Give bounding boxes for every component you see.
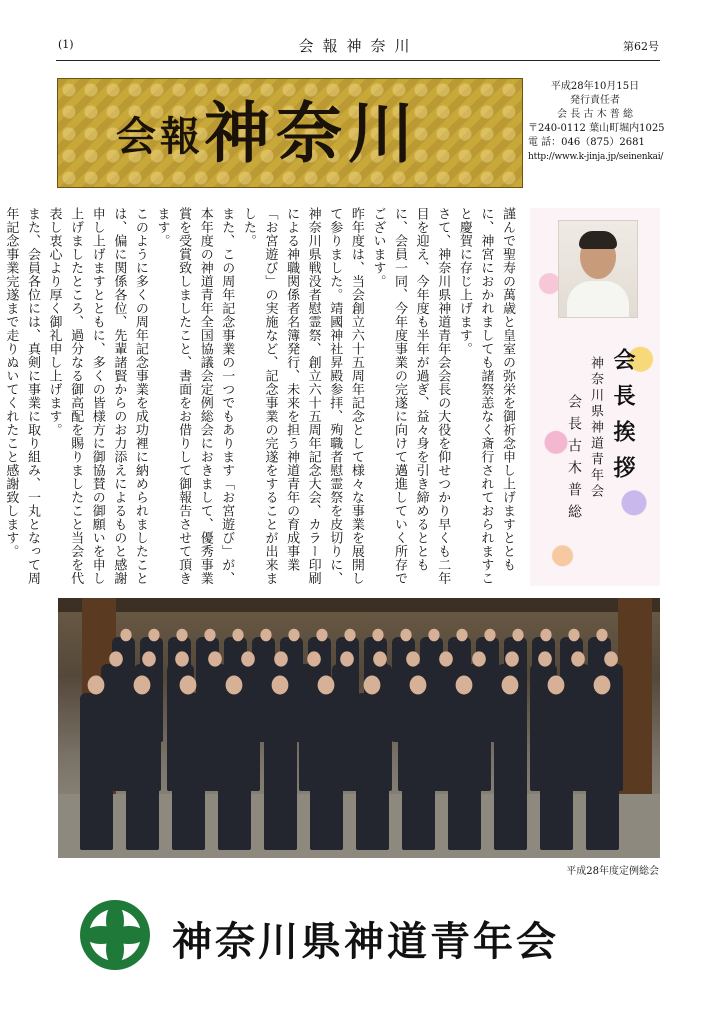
member-head	[400, 629, 411, 642]
member-head	[364, 676, 381, 695]
member-head	[176, 629, 187, 642]
member-head	[272, 676, 289, 695]
member-head	[373, 651, 387, 666]
masthead-title	[116, 93, 420, 177]
member-head	[88, 676, 105, 695]
member-head	[439, 651, 453, 666]
member-head	[120, 629, 131, 642]
publisher-name: 会 長 古 木 普 総	[557, 109, 633, 120]
masthead-title-large: 神奈川	[204, 94, 420, 172]
member-head	[538, 651, 552, 666]
member-body	[540, 693, 574, 851]
member-body	[172, 693, 206, 851]
greeting-title: 会長挨拶	[610, 348, 636, 492]
organization-logo	[80, 900, 150, 970]
publisher-address: 〒240-0112 葉山町堀内1025	[528, 123, 665, 134]
member-head	[175, 651, 189, 666]
publisher-phone: 電 話：046（875）2681	[528, 137, 645, 148]
member-body	[80, 693, 114, 851]
greeting-panel	[530, 208, 660, 586]
member-body	[218, 693, 252, 851]
portrait-hair	[579, 231, 617, 249]
publisher-role: 発行責任者	[570, 95, 620, 106]
member-head	[241, 651, 255, 666]
member-head	[512, 629, 523, 642]
member-body	[126, 693, 160, 851]
member-head	[505, 651, 519, 666]
member-head	[288, 629, 299, 642]
member-head	[456, 676, 473, 695]
running-title: 会報神奈川	[298, 37, 419, 55]
publisher-url[interactable]: http://www.k-jinja.jp/seinenkai/	[528, 152, 664, 162]
footer-organization-name: 神奈川県神道青年会	[172, 919, 559, 965]
issue-number: 第62号	[623, 40, 659, 53]
member-body	[402, 693, 436, 851]
member-head	[148, 629, 159, 642]
greeting-author: 会長古木普総	[566, 394, 582, 526]
member-head	[540, 629, 551, 642]
member-head	[307, 651, 321, 666]
member-head	[142, 651, 156, 666]
member-head	[456, 629, 467, 642]
member-head	[596, 629, 607, 642]
greeting-organization: 神奈川県神道青年会	[588, 356, 603, 500]
member-head	[472, 651, 486, 666]
member-head	[571, 651, 585, 666]
shrine-pillar	[618, 598, 652, 798]
photo-caption: 平成28年度定例総会	[566, 866, 659, 877]
member-body	[448, 693, 482, 851]
member-head	[548, 676, 565, 695]
masthead-title-small: 会報	[116, 113, 204, 160]
member-body	[494, 693, 528, 851]
publish-date: 平成28年10月15日	[550, 81, 640, 92]
member-head	[204, 629, 215, 642]
member-body	[264, 693, 298, 851]
member-head	[484, 629, 495, 642]
page-number: (1)	[58, 38, 74, 51]
member-head	[226, 676, 243, 695]
header-rule	[56, 60, 660, 61]
member-head	[260, 629, 271, 642]
member-head	[208, 651, 222, 666]
member-head	[406, 651, 420, 666]
member-head	[134, 676, 151, 695]
member-head	[232, 629, 243, 642]
greeting-article: 謹んで聖寿の萬歳と皇室の弥栄を御祈念申し上げますとともに、神宮におかれましても諸祭恙なく斎行されておられますこと慶賀に存じ上げます。 さて、神奈川県神道青年会会長の大役を仰せつかり早くも二年目を迎え、今年度も半年が過ぎ、益々身を引き締めるとともに、会員一同、今年度事業の完遂に向けて邁進していく所存でございます。 昨年度は、当会創立六十五周年記念として様々な事業を展開して参りました。靖國神社昇殿参拝、殉職者慰霊祭を皮切りに、神奈川県戦没者慰霊祭、創立六十五周年記念大会、カラー印刷による神職関係者名簿発行、未来を担う神道青年の育成事業「お宮遊び」の実施など、記念事業の完遂をすることが出来ました。 また、この周年記念事業の一つでもあります「お宮遊び」が、本年度の神道青年全国協議会定例総会におきまして、優秀事業賞を受賞致しましたこと、書面をお借りして御報告させて頂きます。 このように多くの周年記念事業を成功裡に納められましたことは、偏に関係各位、先輩諸賢からのお力添えによるものと感謝申し上げますとともに、多くの皆様方に御協賛の御願いを申し上げましたところ、過分なる御高配を賜りましたこと当会を代表し衷心より厚く御礼申し上げます。 また、会員各位には、真剣に事業に取り組み、一丸となって周年記念事業完遂まで走りぬいてくれたこと感謝致します。	[3, 207, 515, 585]
member-head	[318, 676, 335, 695]
masthead	[57, 78, 523, 188]
member-body	[356, 693, 390, 851]
president-portrait	[558, 220, 638, 318]
group-photo	[58, 598, 660, 858]
member-head	[344, 629, 355, 642]
shrine-beam	[58, 598, 660, 612]
member-head	[604, 651, 618, 666]
member-head	[594, 676, 611, 695]
member-head	[568, 629, 579, 642]
member-head	[340, 651, 354, 666]
member-head	[372, 629, 383, 642]
member-head	[502, 676, 519, 695]
publisher-info	[528, 80, 665, 164]
portrait-body	[567, 281, 629, 317]
member-head	[274, 651, 288, 666]
member-head	[109, 651, 123, 666]
member-body	[310, 693, 344, 851]
logo-leaf	[112, 926, 146, 944]
member-body	[586, 693, 620, 851]
member-head	[180, 676, 197, 695]
member-head	[316, 629, 327, 642]
member-head	[428, 629, 439, 642]
member-head	[410, 676, 427, 695]
